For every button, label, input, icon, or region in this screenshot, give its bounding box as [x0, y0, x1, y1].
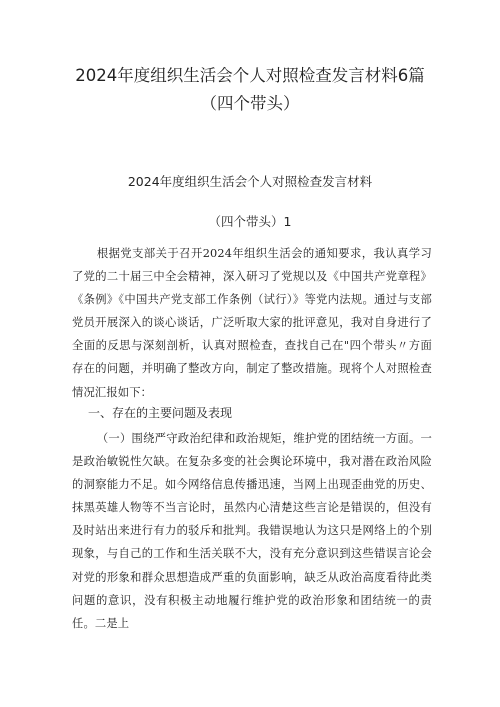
heading-problems: 一、存在的主要问题及表现 [88, 406, 233, 420]
section-title: 2024年度组织生活会个人对照检查发言材料 [127, 174, 373, 189]
paragraph-political-discipline: （一）围绕严守政治纪律和政治规矩，维护党的团结统一方面。一是政治敏锐性欠缺。在复杂多变的社会舆论环境中，我对潜在政治风险的洞察能力不足。如今网络信息传播迅速，当网上出现歪曲党的历史、抹黑英雄人物等不当言论时，虽然内心清楚这些言论是错误的，但没有及时站出来进行有力的驳斥和批判。我错误地认为这只是网络上的个别现象，与自己的工作和生活关联不大，没有充分意识到这些错误言论会对党的形象和群众思想造成严重的负面影响，缺乏从政治高度看待此类问题的意识，没有积极主动地履行维护党的政治形象和团结统一的责任。二是上 [72, 432, 432, 630]
section-subtitle: （四个带头）1 [208, 214, 292, 229]
intro-paragraph: 根据党支部关于召开2024年组织生活会的通知要求，我认真学习了党的二十届三中全会精神，深入研习了党规以及《中国共产党章程》《条例》《中国共产党支部工作条例（试行）》等党内法规。通过与支部党员开展深入的谈心谈话，广泛听取大家的批评意见，我对自身进行了全面的反思与深刻剖析，认真对照检查，查找自己在"四个带头〃方面存在的问题，并明确了整改方向，制定了整改措施。现将个人对照检查情况汇报如下： [72, 247, 432, 399]
document-title: 2024年度组织生活会个人对照检查发言材料6篇（四个带头） [75, 66, 425, 113]
